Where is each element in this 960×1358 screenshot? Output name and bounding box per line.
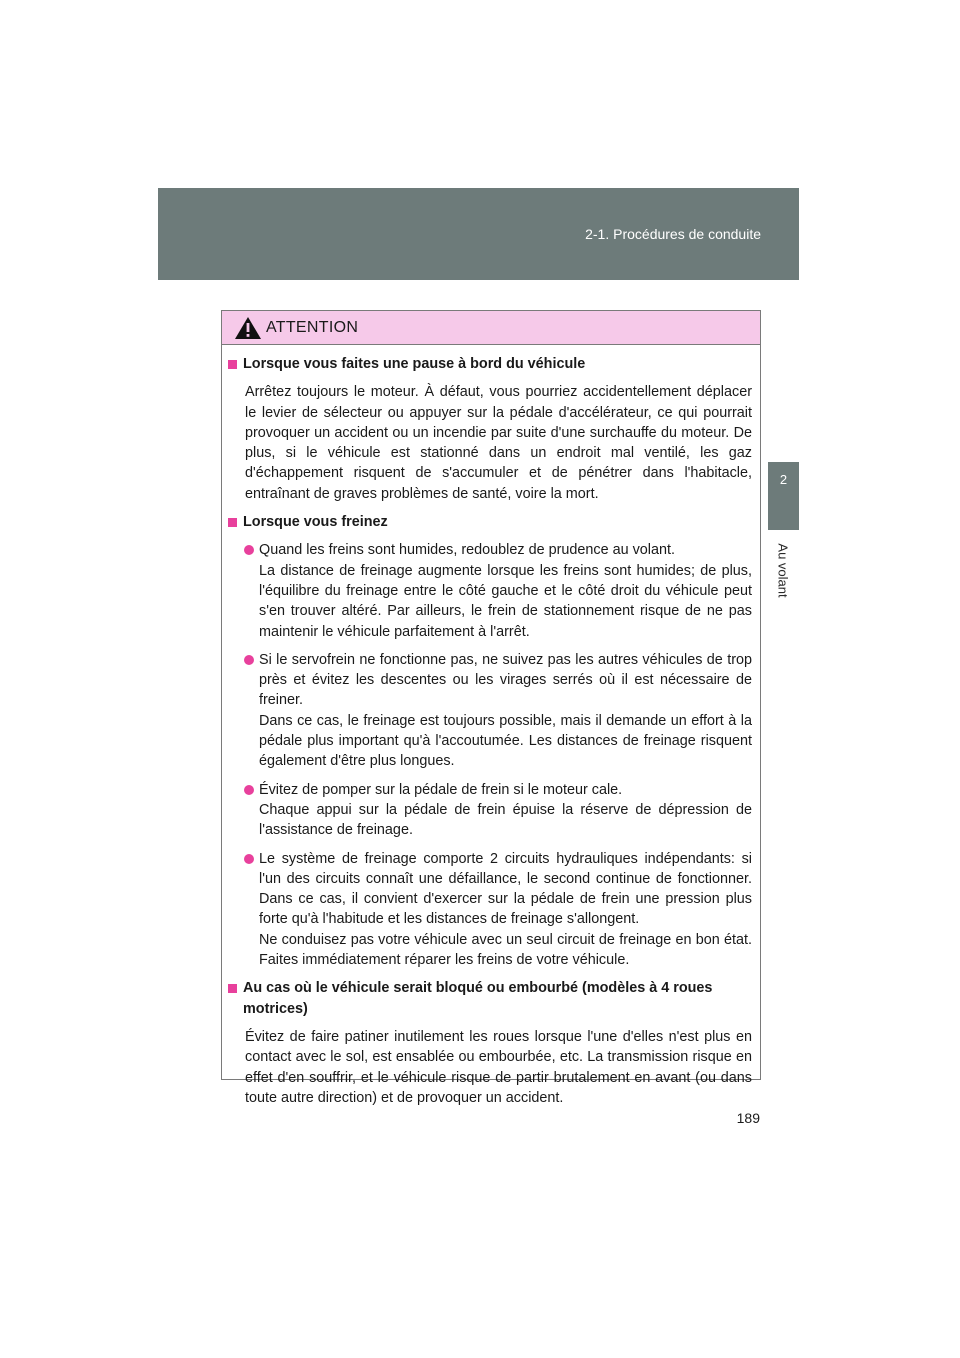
square-bullet-icon [228, 360, 237, 369]
warning-title: ATTENTION [266, 318, 359, 336]
list-item-content [259, 540, 752, 641]
square-bullet-icon [228, 984, 237, 993]
list-item-line: La distance de freinage augmente lorsque les freins sont humides; de plus, l'équilibre du freinage entre le côté gauche et le côté droit du véhicule peut s'en trouver altéré. Par ailleurs, le frein de stationnement risque de ne pas maintenir le véhicule parfaitement à l'arrêt. [259, 562, 752, 640]
section-heading [228, 354, 752, 374]
dot-bullet-icon [244, 655, 254, 665]
warning-body [222, 345, 760, 1108]
list-item [244, 540, 752, 641]
list-item-content [259, 650, 752, 772]
list-item-line: Évitez de pomper sur la pédale de frein si le moteur cale. [259, 781, 623, 798]
square-bullet-icon [228, 518, 237, 527]
chapter-number: 2 [779, 472, 788, 487]
list-item [244, 849, 752, 971]
list-item-content [259, 849, 752, 971]
section-pause [228, 354, 752, 504]
list-item-line: Si le servofrein ne fonctionne pas, ne suivez pas les autres véhicules de trop près et évitez les descentes ou les virages serrés où il est nécessaire de freiner. [259, 651, 752, 709]
list-item-line: Ne conduisez pas votre véhicule avec un seul circuit de freinage en bon état. Faites immédiatement réparer les freins de votre véhicule. [259, 931, 752, 969]
list-item [244, 650, 752, 772]
list-item-line: Le système de freinage comporte 2 circuits hydrauliques indépendants: si l'un des circuits connaît une défaillance, le second continue de fonctionner. Dans ce cas, il convient d'exercer sur la pédale de frein une pression plus forte qu'à l'habitude et les distances de freinage s'allongent. [259, 850, 752, 928]
list-item-content [259, 780, 752, 841]
section-stuck-vehicle [228, 978, 752, 1108]
dot-bullet-icon [244, 545, 254, 555]
section-title: 2-1. Procédures de conduite [585, 226, 761, 242]
dot-bullet-icon [244, 854, 254, 864]
warning-header [222, 311, 760, 345]
chapter-label: Au volant [775, 542, 791, 598]
page-number: 189 [736, 1110, 760, 1126]
chapter-label-container [771, 530, 795, 610]
section-heading [228, 978, 752, 1019]
section-paragraph: Évitez de faire patiner inutilement les roues lorsque l'une d'elles n'est plus en contact avec le sol, est ensablée ou embourbée, etc. La transmission risque en effet d'en souffrir, et le véhicule risque de partir brutalement en avant (ou dans toute autre direction) et de provoquer un accident. [245, 1028, 752, 1106]
section-paragraph: Arrêtez toujours le moteur. À défaut, vous pourriez accidentellement déplacer le levier de sélecteur ou appuyer sur la pédale d'accélérateur, ce qui pourrait provoquer un accident ou un incendie par suite d'une surchauffe du moteur. De plus, si le véhicule est stationné dans un endroit mal ventilé, les gaz d'échappement risquent de s'accumuler et de pénétrer dans l'habitacle, entraînant de graves problèmes de santé, voire la mort. [245, 384, 752, 502]
list-item [244, 780, 752, 841]
section-heading [228, 512, 752, 532]
section-heading-text: Lorsque vous faites une pause à bord du véhicule [243, 356, 586, 372]
list-item-line: Quand les freins sont humides, redoublez de prudence au volant. [259, 542, 675, 559]
list-item-line: Chaque appui sur la pédale de frein épuise la réserve de dépression de l'assistance de freinage. [259, 801, 752, 839]
warning-box [221, 310, 761, 1106]
dot-bullet-icon [244, 785, 254, 795]
section-heading-text: Au cas où le véhicule serait bloqué ou embourbé (modèles à 4 roues motrices) [243, 980, 713, 1017]
chapter-tab [768, 462, 799, 530]
list-item-line: Dans ce cas, le freinage est toujours possible, mais il demande un effort à la pédale plus important qu'à l'accoutumée. Les distances de freinage risquent également d'être plus longues. [259, 712, 752, 770]
warning-triangle-icon [234, 316, 262, 340]
section-heading-text: Lorsque vous freinez [243, 514, 388, 531]
section-braking [228, 512, 752, 970]
header-band [158, 188, 799, 280]
